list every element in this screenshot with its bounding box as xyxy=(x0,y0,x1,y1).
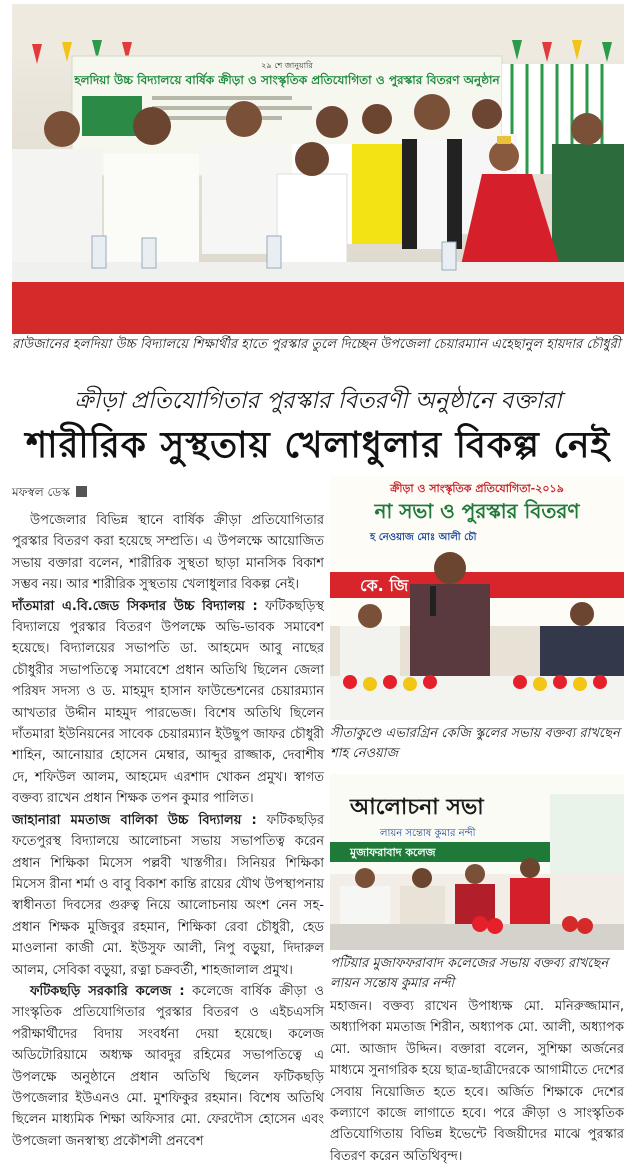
banner-line-1: ক্রীড়া ও সাংস্কৃতিক প্রতিযোগিতা-২০১৯ xyxy=(390,482,564,495)
desk-label: মফস্বল ডেস্ক xyxy=(12,485,70,499)
photo3-caption: পটিয়ার মুজাফফরাবাদ কলেজের সভায় বক্তব্য রাখছেন লায়ন সন্তোষ কুমার নন্দী xyxy=(330,956,609,991)
banner-name: লায়ন সন্তোষ কুমার নন্দী xyxy=(380,828,476,839)
banner-small-text: ২৯ শে জানুয়ারি xyxy=(261,61,313,70)
article-left-column xyxy=(12,510,324,1152)
banner-title: হলদিয়া উচ্চ বিদ্যালয়ে বার্ষিক ক্রীড়া ও সাংস্কৃতিক প্রতিযোগিতা ও পুরস্কার বিতরণ অনুষ্ঠান xyxy=(74,73,500,87)
section-body: কলেজে বার্ষিক ক্রীড়া ও সাংস্কৃতিক প্রতিযোগিতার পুরস্কার বিতরণ ও এইচএসসি পরীক্ষার্থীদের বিদায় সংবর্ধনা দেয়া হয়েছে। কলেজ অডিটোরিয়ামে অধ্যক্ষ আবদুর রহিমের সভাপতিত্বে এ উপলক্ষে অনুষ্ঠানে প্রধান অতিথি ছিলেন ফটিকছড়ি উপজেলার ইউএনও মো. মুশফিকুর রহমান। বিশেষ অতিথি ছিলেন মাধ্যমিক শিক্ষা অফিসার মো. ফেরদৌস হোসেন এবং উপজেলা জনস্বাস্থ্য প্রকৌশলী প্রনবেশ xyxy=(12,983,324,1149)
section-heading: ফটিকছড়ি সরকারি কলেজ : xyxy=(30,983,185,999)
speech-photo-sitakunda xyxy=(330,476,624,720)
banner-line-4: কে. জি xyxy=(360,576,409,595)
banner-college: মুজাফরাবাদ কলেজ xyxy=(350,846,436,859)
desk-byline xyxy=(12,484,87,504)
article-right-column xyxy=(330,996,624,1167)
discussion-illustration xyxy=(330,774,624,950)
section-heading: দাঁতমারা এ.বি.জেড সিকদার উচ্চ বিদ্যালয় : xyxy=(12,598,258,614)
banner-line-2: না সভা ও পুরস্কার বিতরণ xyxy=(374,499,580,523)
section-paragraph xyxy=(12,596,324,810)
photo2-caption: সীতাকুণ্ডে এভারগ্রিন কেজি স্কুলের সভায় বক্তব্য রাখছেন শাহ নেওয়াজ xyxy=(330,726,620,761)
speaker-illustration xyxy=(330,476,624,720)
banner-line-3: হ নেওয়াজ মোঃ আলী চৌ xyxy=(370,532,477,543)
section-body: ফটিকছড়ির ফতেপুরস্থ বিদ্যালয়ে আলোচনা সভায় সভাপতিত্ব করেন প্রধান শিক্ষিকা মিসেস পল্লবী খাস্তগীর। সিনিয়র শিক্ষিকা মিসেস রীনা শর্মা ও বাবু বিকাশ কান্তি রায়ের যৌথ উপস্থাপনায় স্বাধীনতা দিবসের গুরুত্ব নিয়ে আলোচনায় অংশ নেন সহ-প্রধান শিক্ষক মুজিবুর রহমান, শিক্ষিকা রেবা চৌধুরী, হেড মাওলানা কাজী মো. ইউসুফ আলী, নিপু বড়ুয়া, দিদারুল আলম, সেবিকা বড়ুয়া, রত্না চক্রবর্তী, শাহজালাল প্রমুখ। xyxy=(12,812,325,978)
section-body: ফটিকছড়িস্থ বিদ্যালয়ে পুরস্কার বিতরণ উপলক্ষে অভি-ভাবক সমাবেশ হয়েছে। বিদ্যালয়ের সভাপতি ডা. আহমেদ আবু নাছের চৌধুরীর সভাপতিত্বে সমাবেশে প্রধান অতিথি ছিলেন জেলা পরিষদ সদস্য ও ড. মাহমুদ হাসান ফাউন্ডেশনের চেয়ারম্যান আখতার উদ্দীন মাহমুদ পারভেজ। বিশেষ অতিথি ছিলেন দাঁতমারা ইউনিয়নের সাবেক চেয়ারম্যান ইউছুপ জাফর চৌধুরী শাহিন, আনোয়ার হোসেন মেম্বার, আব্দুর রাজ্জাক, দেবাশীষ দে, শফিউল আলম, আহমেদ এরশাদ খোকন প্রমুখ। স্বাগত বক্তব্য রাখেন প্রধান শিক্ষক তপন কুমার পালিত। xyxy=(12,598,324,807)
square-icon xyxy=(76,486,87,497)
red-tablecloth xyxy=(12,282,624,334)
headline: শারীরিক সুস্থতায় খেলাধুলার বিকল্প নেই xyxy=(25,425,611,466)
top-news-photo xyxy=(12,4,624,334)
speech-photo-patiya xyxy=(330,774,624,950)
section-paragraph xyxy=(12,981,324,1152)
section-paragraph xyxy=(12,810,324,981)
headline-kicker: ক্রীড়া প্রতিযোগিতার পুরস্কার বিতরণী অনুষ্ঠানে বক্তারা xyxy=(74,388,562,414)
top-photo-caption: রাউজানের হলদিয়া উচ্চ বিদ্যালয়ে শিক্ষার্থীর হাতে পুরস্কার তুলে দিচ্ছেন উপজেলা চেয়ারম্যান এহেছানুল হায়দার চৌধুরী xyxy=(12,337,621,352)
banner-main: আলোচনা সভা xyxy=(350,795,484,820)
award-ceremony-illustration xyxy=(12,4,624,334)
section-heading: জাহানারা মমতাজ বালিকা উচ্চ বিদ্যালয় : xyxy=(12,812,257,828)
speaker xyxy=(410,584,490,684)
intro-paragraph: উপজেলার বিভিন্ন স্থানে বার্ষিক ক্রীড়া প্রতিযোগিতার পুরস্কার বিতরণ করা হয়েছে সম্প্রতি। এ উপলক্ষে আয়োজিত সভায় বক্তারা বলেন, শারীরিক সুস্থতা ছাড়া মানসিক বিকাশ সম্ভব নয়। আর শারীরিক সুস্থতায় খেলাধুলার বিকল্প নেই। xyxy=(12,513,324,593)
continued-paragraph: মহাজন। বক্তব্য রাখেন উপাধ্যক্ষ মো. মনিরুজ্জামান, অধ্যাপিকা মমতাজ শিরীন, অধ্যাপক মো. আলী, অধ্যাপক মো. আজাদ উদ্দিন। বক্তারা বলেন, সুশিক্ষা অর্জনের মাধ্যমে সুনাগরিক হয়ে ছাত্র-ছাত্রীদেরকে আগামীতে দেশের সেবায় নিয়োজিত হতে হবে। অর্জিত শিক্ষাকে দেশের কল্যাণে কাজে লাগাতে হবে। পরে ক্রীড়া ও সাংস্কৃতিক প্রতিযোগিতায় বিভিন্ন ইভেন্টে বিজয়ীদের মাঝে পুরস্কার বিতরণ করেন অতিথিবৃন্দ। xyxy=(330,999,624,1164)
